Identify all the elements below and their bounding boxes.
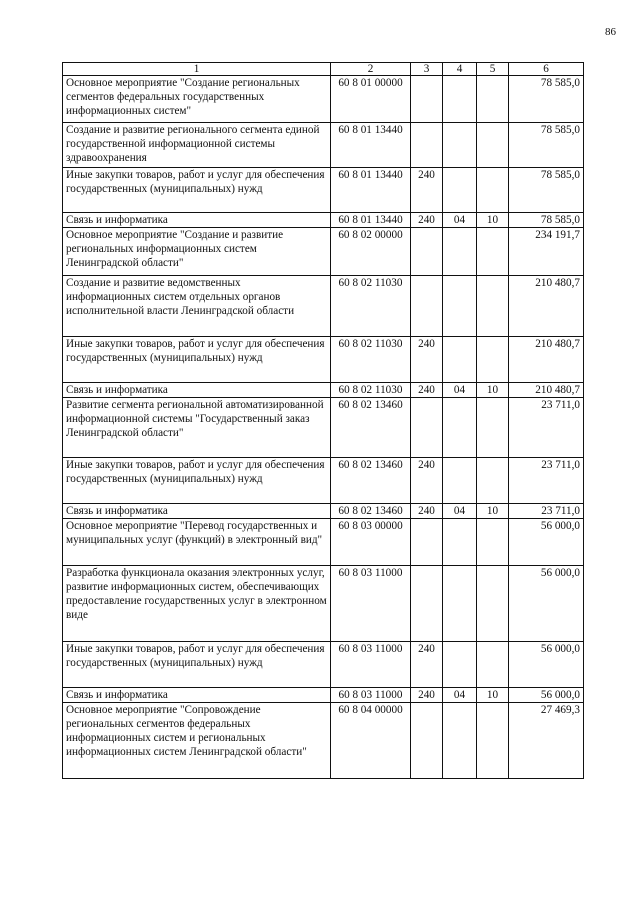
row-code-cell: 60 8 02 11030 [331, 276, 411, 337]
row-name-cell: Связь и информатика [63, 213, 331, 228]
row-section-cell [443, 168, 477, 213]
row-expense-type-cell: 240 [411, 688, 443, 703]
row-code-cell: 60 8 03 11000 [331, 642, 411, 688]
row-name-cell: Основное мероприятие "Создание и развитие региональных информационных систем Ленинградской области" [63, 228, 331, 276]
column-header: 6 [509, 63, 584, 76]
row-name-cell: Развитие сегмента региональной автоматизированной информационной системы "Государственный заказ Ленинградской области" [63, 398, 331, 458]
row-code-cell: 60 8 01 13440 [331, 213, 411, 228]
row-code-cell: 60 8 02 13460 [331, 458, 411, 504]
row-expense-type-cell [411, 76, 443, 123]
row-expense-type-cell: 240 [411, 642, 443, 688]
table-row [63, 168, 584, 213]
row-name-cell: Основное мероприятие "Создание региональных сегментов федеральных государственных информационных систем" [63, 76, 331, 123]
table-row [63, 276, 584, 337]
row-expense-type-cell: 240 [411, 458, 443, 504]
row-expense-type-cell: 240 [411, 213, 443, 228]
row-section-cell [443, 566, 477, 642]
row-subsection-cell [477, 566, 509, 642]
row-code-cell: 60 8 03 00000 [331, 519, 411, 566]
row-sum-cell: 56 000,0 [509, 688, 584, 703]
table-row [63, 458, 584, 504]
row-name-cell: Создание и развитие регионального сегмента единой государственной информационной системы здравоохранения [63, 123, 331, 168]
table-row [63, 228, 584, 276]
row-sum-cell: 56 000,0 [509, 642, 584, 688]
budget-table [62, 62, 584, 779]
row-code-cell: 60 8 02 13460 [331, 398, 411, 458]
row-subsection-cell: 10 [477, 213, 509, 228]
row-name-cell: Иные закупки товаров, работ и услуг для обеспечения государственных (муниципальных) нужд [63, 168, 331, 213]
row-sum-cell: 234 191,7 [509, 228, 584, 276]
row-sum-cell: 210 480,7 [509, 383, 584, 398]
row-code-cell: 60 8 04 00000 [331, 703, 411, 779]
row-sum-cell: 78 585,0 [509, 213, 584, 228]
row-name-cell: Иные закупки товаров, работ и услуг для обеспечения государственных (муниципальных) нужд [63, 642, 331, 688]
row-code-cell: 60 8 01 00000 [331, 76, 411, 123]
row-expense-type-cell [411, 703, 443, 779]
row-expense-type-cell: 240 [411, 504, 443, 519]
column-header: 2 [331, 63, 411, 76]
row-section-cell: 04 [443, 213, 477, 228]
row-subsection-cell: 10 [477, 383, 509, 398]
table-body [63, 76, 584, 779]
row-section-cell [443, 76, 477, 123]
row-section-cell [443, 703, 477, 779]
row-sum-cell: 78 585,0 [509, 123, 584, 168]
row-name-cell: Создание и развитие ведомственных информационных систем отдельных органов исполнительной власти Ленинградской области [63, 276, 331, 337]
row-sum-cell: 210 480,7 [509, 337, 584, 383]
row-sum-cell: 23 711,0 [509, 398, 584, 458]
row-code-cell: 60 8 02 13460 [331, 504, 411, 519]
row-code-cell: 60 8 02 11030 [331, 383, 411, 398]
row-expense-type-cell [411, 123, 443, 168]
row-section-cell: 04 [443, 504, 477, 519]
row-expense-type-cell [411, 276, 443, 337]
row-section-cell: 04 [443, 688, 477, 703]
column-header: 1 [63, 63, 331, 76]
row-subsection-cell [477, 458, 509, 504]
row-section-cell [443, 458, 477, 504]
row-name-cell: Основное мероприятие "Сопровождение региональных сегментов федеральных информационных систем и региональных информационных систем Ленинградской области" [63, 703, 331, 779]
table-row [63, 566, 584, 642]
column-header: 5 [477, 63, 509, 76]
row-section-cell [443, 228, 477, 276]
row-sum-cell: 78 585,0 [509, 76, 584, 123]
row-name-cell: Иные закупки товаров, работ и услуг для обеспечения государственных (муниципальных) нужд [63, 337, 331, 383]
row-code-cell: 60 8 02 11030 [331, 337, 411, 383]
row-expense-type-cell [411, 398, 443, 458]
row-code-cell: 60 8 03 11000 [331, 688, 411, 703]
table-row [63, 383, 584, 398]
row-section-cell [443, 519, 477, 566]
row-subsection-cell [477, 337, 509, 383]
row-section-cell: 04 [443, 383, 477, 398]
row-sum-cell: 56 000,0 [509, 519, 584, 566]
row-subsection-cell [477, 76, 509, 123]
row-subsection-cell: 10 [477, 688, 509, 703]
row-sum-cell: 27 469,3 [509, 703, 584, 779]
row-sum-cell: 78 585,0 [509, 168, 584, 213]
row-subsection-cell [477, 168, 509, 213]
row-code-cell: 60 8 01 13440 [331, 168, 411, 213]
row-subsection-cell: 10 [477, 504, 509, 519]
table-row [63, 688, 584, 703]
table-row [63, 123, 584, 168]
row-sum-cell: 23 711,0 [509, 458, 584, 504]
row-section-cell [443, 123, 477, 168]
page-number: 86 [605, 26, 616, 38]
row-subsection-cell [477, 123, 509, 168]
table-row [63, 337, 584, 383]
row-code-cell: 60 8 03 11000 [331, 566, 411, 642]
row-subsection-cell [477, 276, 509, 337]
table-row [63, 76, 584, 123]
row-name-cell: Разработка функционала оказания электронных услуг, развитие информационных систем, обеспечивающих предоставление государственных услуг в электронном виде [63, 566, 331, 642]
table-row [63, 213, 584, 228]
row-name-cell: Связь и информатика [63, 383, 331, 398]
row-expense-type-cell: 240 [411, 168, 443, 213]
row-code-cell: 60 8 02 00000 [331, 228, 411, 276]
row-expense-type-cell [411, 519, 443, 566]
row-subsection-cell [477, 642, 509, 688]
row-name-cell: Связь и информатика [63, 688, 331, 703]
row-subsection-cell [477, 228, 509, 276]
row-section-cell [443, 337, 477, 383]
row-name-cell: Иные закупки товаров, работ и услуг для обеспечения государственных (муниципальных) нужд [63, 458, 331, 504]
row-expense-type-cell: 240 [411, 383, 443, 398]
row-section-cell [443, 276, 477, 337]
row-subsection-cell [477, 398, 509, 458]
row-subsection-cell [477, 519, 509, 566]
table-row [63, 642, 584, 688]
row-subsection-cell [477, 703, 509, 779]
table-row [63, 398, 584, 458]
row-section-cell [443, 642, 477, 688]
table-row [63, 504, 584, 519]
row-sum-cell: 56 000,0 [509, 566, 584, 642]
table-row [63, 703, 584, 779]
row-sum-cell: 23 711,0 [509, 504, 584, 519]
table-header-row [63, 63, 584, 76]
row-name-cell: Основное мероприятие "Перевод государственных и муниципальных услуг (функций) в электронный вид" [63, 519, 331, 566]
column-header: 3 [411, 63, 443, 76]
row-code-cell: 60 8 01 13440 [331, 123, 411, 168]
table-row [63, 519, 584, 566]
row-name-cell: Связь и информатика [63, 504, 331, 519]
column-header: 4 [443, 63, 477, 76]
row-sum-cell: 210 480,7 [509, 276, 584, 337]
row-expense-type-cell: 240 [411, 337, 443, 383]
row-expense-type-cell [411, 566, 443, 642]
row-expense-type-cell [411, 228, 443, 276]
row-section-cell [443, 398, 477, 458]
